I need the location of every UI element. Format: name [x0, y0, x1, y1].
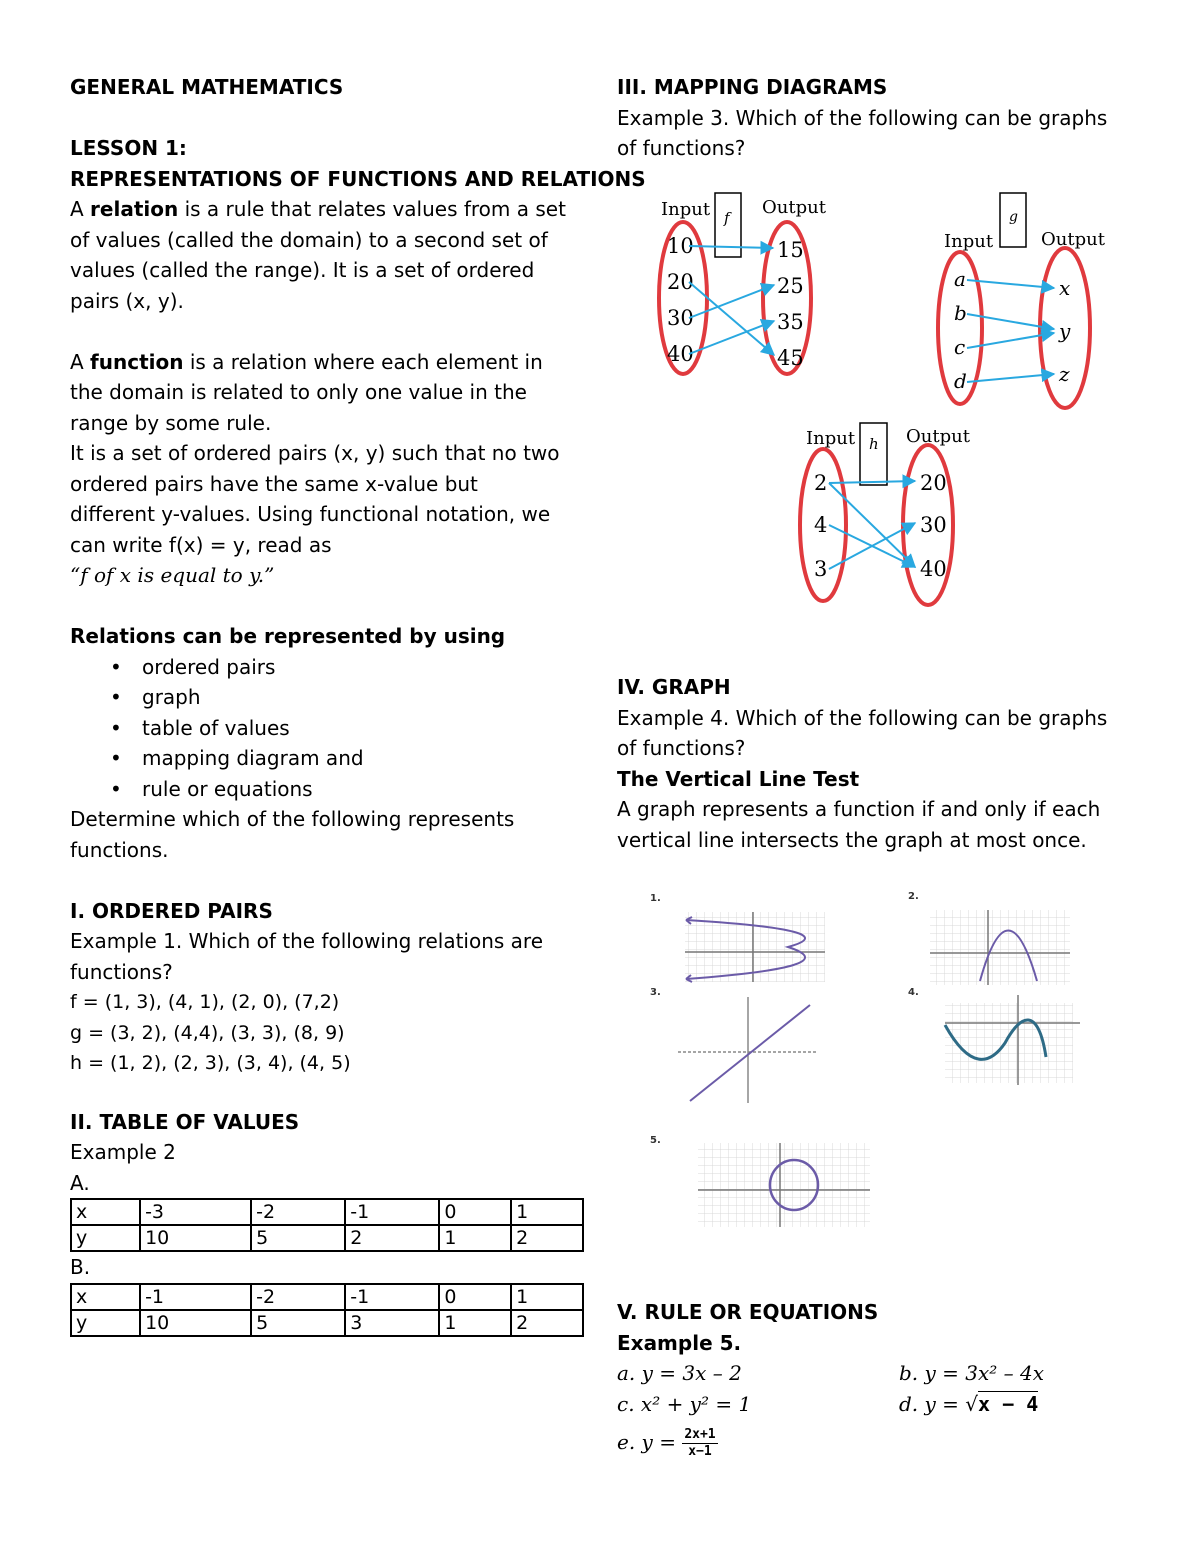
table-cell: 1 — [511, 1284, 583, 1310]
table-row — [71, 1199, 583, 1225]
course-title: GENERAL MATHEMATICS — [70, 75, 344, 99]
relation-def-line-3: values (called the range). It is a set of ordered — [70, 258, 535, 282]
graph-label: 3. — [650, 987, 661, 998]
graph-1-sideways-parabola — [685, 912, 825, 982]
diagram-f-output: 25 — [777, 274, 804, 298]
diagram-f-output: 15 — [777, 238, 804, 262]
graph-label: 4. — [908, 987, 919, 998]
relation-def-line-1: A relation is a rule that relates values from a set — [70, 197, 566, 221]
equation-b: b. y = 3x² – 4x — [899, 1361, 1045, 1385]
diagram-f-input: 20 — [667, 270, 694, 294]
equation-d: d. y = √x − 4 — [899, 1392, 1039, 1416]
table-b-label: B. — [70, 1255, 91, 1279]
function-def-line-1: A function is a relation where each element in — [70, 349, 543, 374]
table-cell: x — [71, 1284, 140, 1310]
sqrt-symbol: √ — [965, 1392, 979, 1416]
diagram-h-input: 4 — [814, 513, 828, 537]
table-cell: 10 — [140, 1310, 251, 1336]
example-2-label: Example 2 — [70, 1140, 176, 1164]
table-cell: 2 — [511, 1310, 583, 1336]
diagram-h-name: h — [869, 435, 879, 453]
equation-e-prefix: e. y = — [617, 1430, 676, 1454]
table-cell: 1 — [511, 1199, 583, 1225]
example-5-label: Example 5. — [617, 1330, 742, 1355]
equation-e-denominator: x−1 — [688, 1444, 712, 1459]
example-3-line-2: of functions? — [617, 136, 746, 160]
diagram-g-output: z — [1059, 362, 1070, 386]
table-cell: y — [71, 1310, 140, 1336]
table-cell: 2 — [345, 1225, 439, 1251]
vertical-line-test-line-1: A graph represents a function if and only if each — [617, 797, 1101, 821]
right-column-top — [617, 72, 1157, 164]
diagram-f — [659, 193, 827, 374]
graph-label: 2. — [908, 891, 919, 902]
left-column — [70, 72, 646, 1337]
relation-def-line-2: of values (called the domain) to a second set of — [70, 227, 548, 252]
function-def-line-3: range by some rule. — [70, 410, 272, 435]
graph-label: 1. — [650, 893, 661, 904]
graph-3-line — [678, 995, 818, 1103]
relation-g: g = (3, 2), (4,4), (3, 3), (8, 9) — [70, 1021, 345, 1044]
table-a — [70, 1198, 584, 1252]
ordered-pairs-heading: I. ORDERED PAIRS — [70, 898, 273, 923]
list-item: • mapping diagram and — [142, 743, 590, 774]
vertical-line-test-line-2: vertical line intersects the graph at most once. — [617, 827, 1087, 852]
diagram-h-output: 30 — [920, 513, 947, 537]
diagram-f-output: 35 — [777, 310, 804, 334]
table-cell: -2 — [251, 1284, 345, 1310]
lesson-label: LESSON 1: — [70, 136, 187, 160]
table-cell: 2 — [511, 1225, 583, 1251]
diagram-g-input: d — [954, 369, 967, 393]
diagram-h-input: 2 — [814, 471, 828, 495]
function-def-line-8: “f of x is equal to y.” — [70, 563, 275, 587]
rules-heading: V. RULE OR EQUATIONS — [617, 1300, 879, 1324]
diagram-h-input: 3 — [814, 557, 828, 581]
diagram-g-name: g — [1009, 209, 1018, 225]
list-item: • ordered pairs — [142, 652, 590, 683]
function-def-line-7: can write f(x) = y, read as — [70, 532, 332, 557]
table-cell: -1 — [345, 1284, 439, 1310]
relation-f: f = (1, 3), (4, 1), (2, 0), (7,2) — [70, 991, 340, 1013]
graph-examples — [640, 885, 1100, 1245]
table-cell: y — [71, 1225, 140, 1251]
graph-heading: IV. GRAPH — [617, 675, 731, 699]
determine-line-2: functions. — [70, 837, 169, 862]
list-item: • rule or equations — [142, 774, 590, 805]
table-cell: x — [71, 1199, 140, 1225]
table-cell: 0 — [439, 1199, 511, 1225]
list-item: • graph — [142, 682, 590, 713]
table-a-label: A. — [70, 1170, 90, 1195]
table-cell: 5 — [251, 1310, 345, 1336]
diagram-f-input: 30 — [667, 306, 694, 330]
equation-d-radicand: x − 4 — [978, 1392, 1039, 1416]
diagram-g-output: y — [1059, 319, 1071, 343]
graph-2-parabola — [930, 910, 1070, 985]
represent-heading: Relations can be represented by using — [70, 624, 506, 648]
graph-label: 5. — [650, 1135, 661, 1146]
example-4-line-1: Example 4. Which of the following can be graphs — [617, 705, 1108, 730]
equation-e-fraction — [682, 1427, 717, 1460]
diagram-h-output: 20 — [920, 471, 947, 495]
table-row — [71, 1310, 583, 1336]
table-cell: -3 — [140, 1199, 251, 1225]
table-cell: -2 — [251, 1199, 345, 1225]
mapping-diagrams — [617, 185, 1177, 615]
table-cell: -1 — [140, 1284, 251, 1310]
example-1-line-2: functions? — [70, 959, 173, 984]
diagram-f-name: f — [724, 209, 730, 227]
lesson-title: REPRESENTATIONS OF FUNCTIONS AND RELATIONS — [70, 166, 646, 191]
table-cell: 0 — [439, 1284, 511, 1310]
determine-line-1: Determine which of the following represents — [70, 807, 515, 831]
relation-h: h = (1, 2), (2, 3), (3, 4), (4, 5) — [70, 1052, 351, 1074]
example-1-line-1: Example 1. Which of the following relations are — [70, 929, 544, 953]
table-cell: 10 — [140, 1225, 251, 1251]
diagram-g-input: c — [954, 335, 966, 359]
diagram-f-output: 45 — [777, 346, 804, 370]
diagram-g-output: x — [1059, 276, 1071, 300]
diagram-g-input-label: Input — [944, 231, 994, 252]
equation-c: c. x² + y² = 1 — [617, 1392, 752, 1416]
diagram-f-input-label: Input — [661, 199, 711, 220]
example-3-line-1: Example 3. Which of the following can be graphs — [617, 105, 1108, 130]
relation-def-line-4: pairs (x, y). — [70, 288, 184, 313]
diagram-h — [800, 423, 971, 605]
diagram-g-input: a — [954, 267, 966, 291]
diagram-h-output: 40 — [920, 557, 947, 581]
vertical-line-test-title: The Vertical Line Test — [617, 766, 860, 791]
diagram-f-output-label: Output — [762, 197, 826, 218]
diagram-f-input: 40 — [667, 342, 694, 366]
diagram-g — [938, 193, 1106, 408]
equation-row — [617, 1389, 1157, 1420]
diagram-g-output-label: Output — [1041, 229, 1105, 250]
diagram-g-input: b — [954, 301, 967, 325]
equation-a: a. y = 3x – 2 — [617, 1361, 742, 1385]
diagram-f-input: 10 — [667, 234, 694, 258]
equation-e-numerator: 2x+1 — [684, 1427, 716, 1442]
graph-4-cubic — [945, 995, 1080, 1085]
function-def-line-2: the domain is related to only one value in the — [70, 380, 527, 404]
diagram-h-output-label: Output — [906, 426, 970, 447]
rules-section — [617, 1297, 1157, 1462]
mapping-heading: III. MAPPING DIAGRAMS — [617, 75, 888, 99]
table-cell: 1 — [439, 1310, 511, 1336]
example-4-line-2: of functions? — [617, 736, 746, 760]
equation-row — [617, 1358, 1157, 1389]
list-item: • table of values — [142, 713, 590, 744]
diagram-h-input-label: Input — [806, 428, 856, 449]
function-def-line-4: It is a set of ordered pairs (x, y) such that no two — [70, 441, 560, 465]
graph-5-circle — [698, 1143, 870, 1227]
table-b — [70, 1283, 584, 1337]
function-def-line-6: different y-values. Using functional notation, we — [70, 502, 551, 526]
table-cell: 3 — [345, 1310, 439, 1336]
function-def-line-5: ordered pairs have the same x-value but — [70, 471, 478, 496]
table-cell: 5 — [251, 1225, 345, 1251]
graph-section — [617, 672, 1157, 855]
table-row — [71, 1284, 583, 1310]
equation-row — [617, 1422, 1157, 1462]
represent-list — [70, 652, 590, 805]
table-cell: -1 — [345, 1199, 439, 1225]
table-row — [71, 1225, 583, 1251]
table-of-values-heading: II. TABLE OF VALUES — [70, 1109, 300, 1134]
table-cell: 1 — [439, 1225, 511, 1251]
